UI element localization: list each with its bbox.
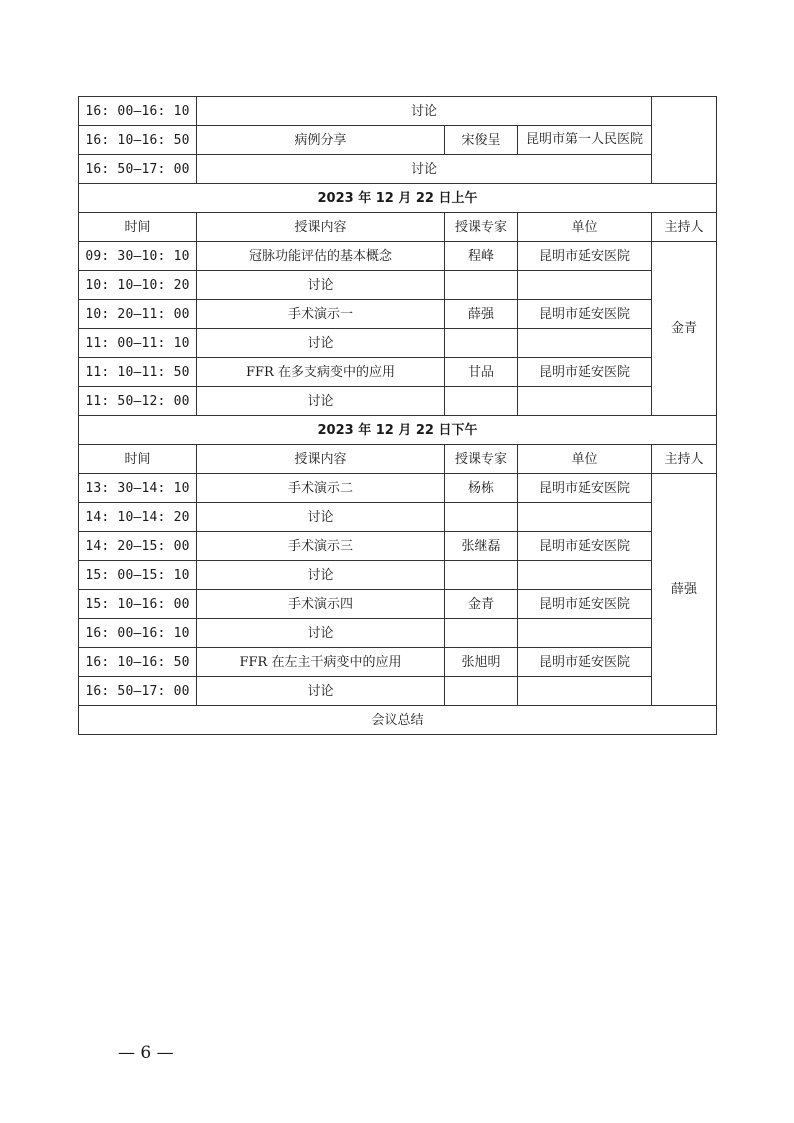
content-cell: 讨论 (197, 619, 445, 648)
content-cell: 手术演示三 (197, 532, 445, 561)
time-cell: 10: 20—11: 00 (79, 300, 197, 329)
header-time: 时间 (79, 445, 197, 474)
table-row (79, 155, 717, 184)
unit-cell (518, 503, 652, 532)
time-cell: 09: 30—10: 10 (79, 242, 197, 271)
table-row (79, 126, 717, 155)
header-unit: 单位 (518, 213, 652, 242)
unit-cell (518, 329, 652, 358)
content-cell: 手术演示四 (197, 590, 445, 619)
table-row (79, 387, 717, 416)
time-cell: 10: 10—10: 20 (79, 271, 197, 300)
expert-cell (445, 677, 518, 706)
time-cell: 11: 50—12: 00 (79, 387, 197, 416)
expert-cell: 程峰 (445, 242, 518, 271)
time-cell: 11: 00—11: 10 (79, 329, 197, 358)
time-cell: 16: 00—16: 10 (79, 619, 197, 648)
unit-cell: 昆明市延安医院 (518, 648, 652, 677)
unit-cell (518, 387, 652, 416)
unit-cell (518, 271, 652, 300)
discussion-cell: 讨论 (197, 155, 652, 184)
table-row (79, 648, 717, 677)
table-row (79, 97, 717, 126)
host-cell (652, 97, 717, 184)
time-cell: 13: 30—14: 10 (79, 474, 197, 503)
time-cell: 16: 10—16: 50 (79, 126, 197, 155)
expert-cell: 张旭明 (445, 648, 518, 677)
time-cell: 16: 00—16: 10 (79, 97, 197, 126)
table-row (79, 532, 717, 561)
unit-cell (518, 677, 652, 706)
table-row (79, 677, 717, 706)
content-cell: 讨论 (197, 503, 445, 532)
header-host: 主持人 (652, 213, 717, 242)
expert-cell (445, 271, 518, 300)
content-cell: 讨论 (197, 271, 445, 300)
closing-row (79, 706, 717, 735)
table-row (79, 300, 717, 329)
content-cell: 讨论 (197, 387, 445, 416)
time-cell: 15: 10—16: 00 (79, 590, 197, 619)
time-cell: 14: 10—14: 20 (79, 503, 197, 532)
header-unit: 单位 (518, 445, 652, 474)
unit-cell: 昆明市延安医院 (518, 358, 652, 387)
content-cell: FFR 在多支病变中的应用 (197, 358, 445, 387)
section-title: 2023 年 12 月 22 日上午 (79, 184, 717, 213)
content-cell: 讨论 (197, 329, 445, 358)
host-cell: 金青 (652, 242, 717, 416)
unit-cell: 昆明市延安医院 (518, 590, 652, 619)
time-cell: 16: 10—16: 50 (79, 648, 197, 677)
time-cell: 16: 50—17: 00 (79, 155, 197, 184)
discussion-cell: 讨论 (197, 97, 652, 126)
page-number: — 6 — (118, 1043, 174, 1063)
unit-cell: 昆明市延安医院 (518, 474, 652, 503)
content-cell: FFR 在左主干病变中的应用 (197, 648, 445, 677)
header-row (79, 445, 717, 474)
time-cell: 15: 00—15: 10 (79, 561, 197, 590)
time-cell: 11: 10—11: 50 (79, 358, 197, 387)
expert-cell (445, 387, 518, 416)
section-title-row (79, 416, 717, 445)
unit-cell (518, 126, 652, 155)
expert-cell (445, 503, 518, 532)
unit-cell: 昆明市延安医院 (518, 242, 652, 271)
host-cell: 薛强 (652, 474, 717, 706)
table-row (79, 271, 717, 300)
header-content: 授课内容 (197, 445, 445, 474)
unit-text: 昆明市第一人民医院 (525, 132, 643, 147)
unit-cell (518, 619, 652, 648)
section-title: 2023 年 12 月 22 日下午 (79, 416, 717, 445)
header-host: 主持人 (652, 445, 717, 474)
closing-cell: 会议总结 (79, 706, 717, 735)
content-cell: 冠脉功能评估的基本概念 (197, 242, 445, 271)
content-cell: 手术演示二 (197, 474, 445, 503)
table-row (79, 358, 717, 387)
header-content: 授课内容 (197, 213, 445, 242)
expert-cell: 甘品 (445, 358, 518, 387)
table-row (79, 561, 717, 590)
unit-cell: 昆明市延安医院 (518, 300, 652, 329)
unit-cell (518, 561, 652, 590)
table-row (79, 503, 717, 532)
expert-cell: 金青 (445, 590, 518, 619)
section-title-row (79, 184, 717, 213)
expert-cell (445, 561, 518, 590)
table-row (79, 242, 717, 271)
unit-cell: 昆明市延安医院 (518, 532, 652, 561)
expert-cell (445, 329, 518, 358)
header-row (79, 213, 717, 242)
time-cell: 14: 20—15: 00 (79, 532, 197, 561)
table-row (79, 619, 717, 648)
table-row (79, 329, 717, 358)
table-row (79, 590, 717, 619)
expert-cell (445, 619, 518, 648)
table-row (79, 474, 717, 503)
expert-cell: 宋俊呈 (445, 126, 518, 155)
time-cell: 16: 50—17: 00 (79, 677, 197, 706)
schedule-table (78, 96, 717, 735)
content-cell: 讨论 (197, 677, 445, 706)
header-time: 时间 (79, 213, 197, 242)
content-cell: 病例分享 (197, 126, 445, 155)
header-expert: 授课专家 (445, 213, 518, 242)
content-cell: 手术演示一 (197, 300, 445, 329)
expert-cell: 薛强 (445, 300, 518, 329)
header-expert: 授课专家 (445, 445, 518, 474)
expert-cell: 张继磊 (445, 532, 518, 561)
content-cell: 讨论 (197, 561, 445, 590)
expert-cell: 杨栋 (445, 474, 518, 503)
